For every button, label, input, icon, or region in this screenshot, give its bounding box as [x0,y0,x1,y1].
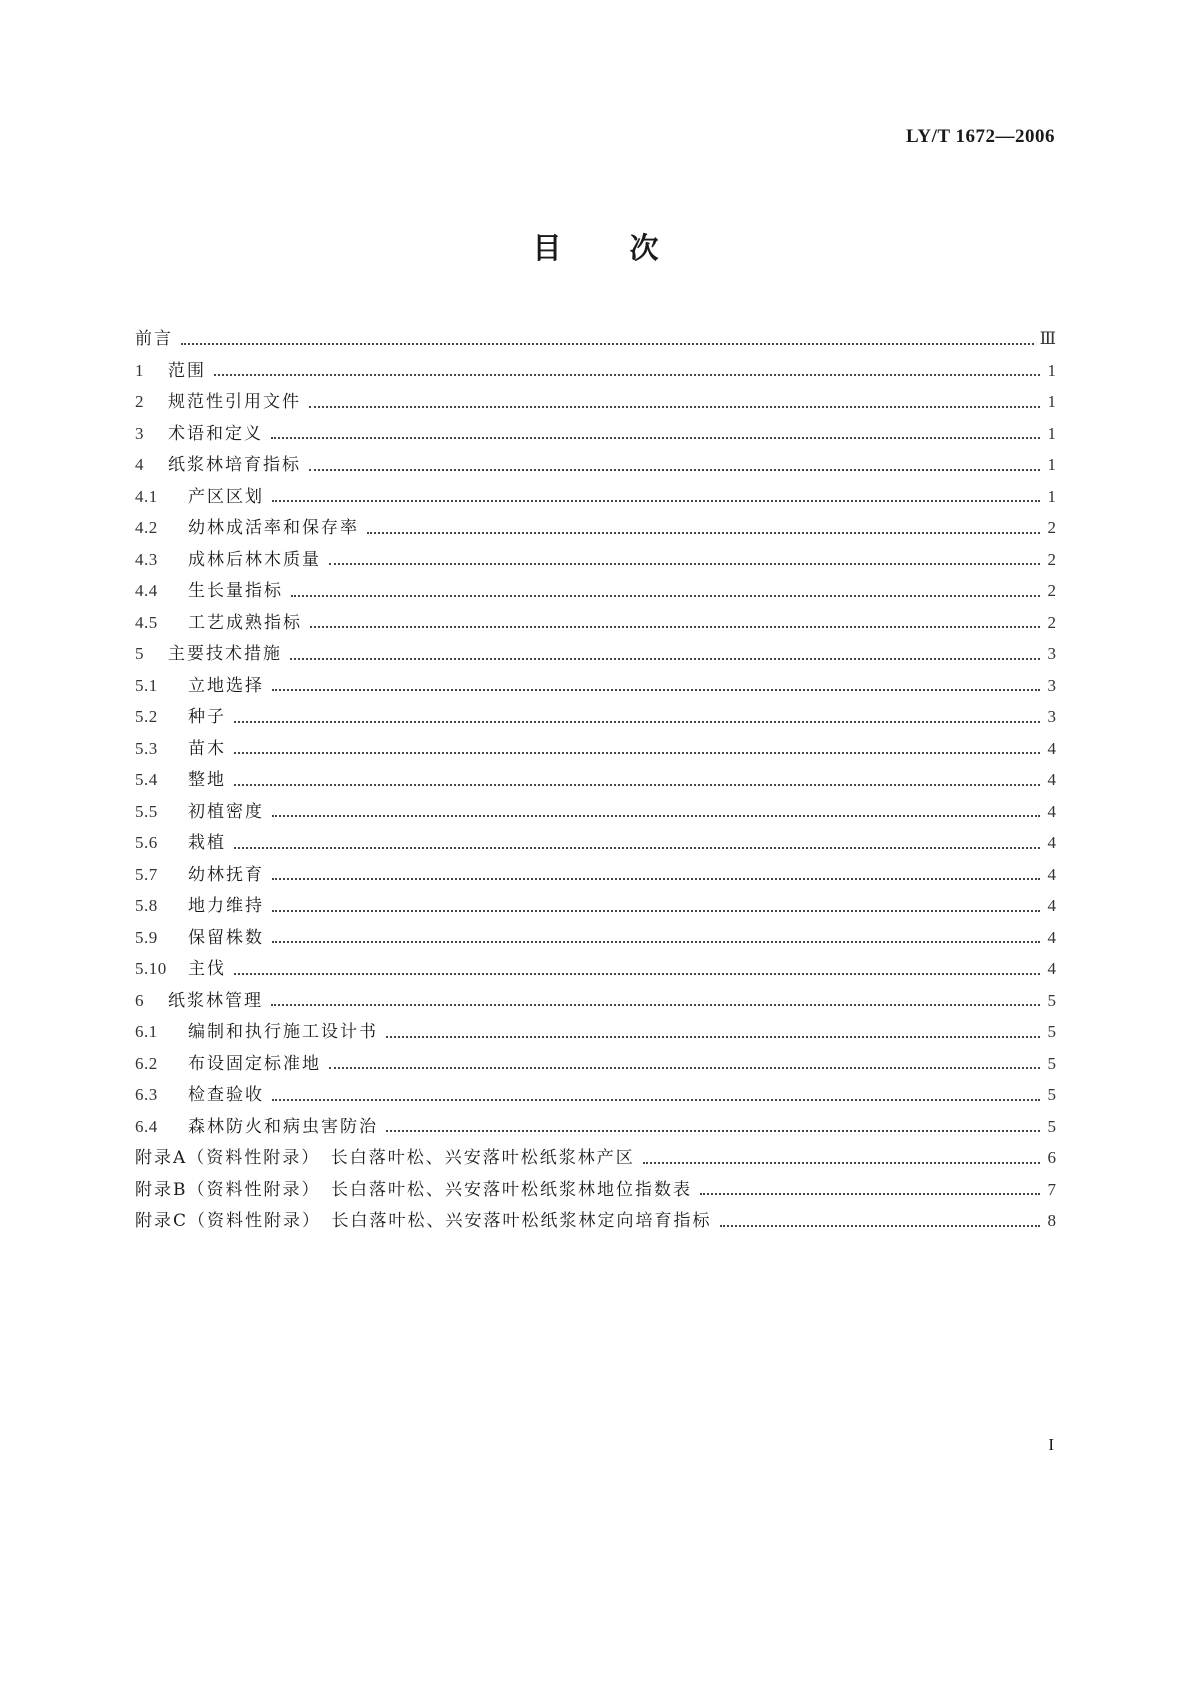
toc-entry-page: 4 [1047,864,1056,884]
toc-entry[interactable] [135,356,1056,388]
toc-leader-dots [700,1193,1040,1195]
toc-entry-label: 地力维持 [188,896,264,916]
toc-entry-number: 6.3 [135,1085,158,1104]
toc-entry-label: 布设固定标准地 [188,1053,321,1074]
toc-entry-page: 1 [1047,455,1056,474]
toc-leader-dots [234,752,1040,754]
toc-entry-label: 主要技术措施 [168,644,282,664]
toc-entry[interactable] [135,765,1056,797]
toc-entry-page: 5 [1047,1116,1056,1136]
toc-entry-number: 4.2 [135,518,158,537]
toc-leader-dots [272,689,1040,691]
toc-leader-dots [643,1162,1040,1164]
toc-entry-number: 4.4 [135,581,158,600]
toc-entry-page: 4 [1047,959,1056,978]
toc-leader-dots [290,658,1040,660]
toc-entry-label: 产区区划 [188,486,264,507]
toc-leader-dots [309,469,1040,471]
toc-leader-dots [329,563,1040,565]
toc-entry-label: 栽植 [188,833,226,853]
toc-entry-label: 附录C（资料性附录） 长白落叶松、兴安落叶松纸浆林定向培育指标 [135,1211,712,1231]
toc-entry-label: 森林防火和病虫害防治 [188,1116,378,1137]
toc-entry-label: 苗木 [188,738,226,759]
toc-entry-page: 5 [1047,1022,1056,1041]
toc-leader-dots [329,1067,1040,1069]
toc-entry-number: 5.1 [135,675,158,695]
toc-entry-number: 5.10 [135,959,167,978]
toc-entry-number: 5.8 [135,896,158,915]
toc-entry[interactable] [135,419,1056,451]
toc-entry[interactable] [135,545,1056,577]
toc-entry-number: 6.2 [135,1053,158,1073]
toc-entry-page: 2 [1047,581,1056,600]
toc-entry-page: 5 [1047,990,1056,1010]
toc-leader-dots [234,847,1040,849]
toc-entry-number: 6.4 [135,1116,158,1136]
toc-entry-page: 4 [1047,927,1056,947]
toc-entry-page: Ⅲ [1039,329,1056,348]
toc-entry-number: 4.5 [135,612,158,632]
toc-entry-page: 4 [1047,896,1056,915]
toc-entry-page: 7 [1047,1179,1056,1199]
toc-entry-label: 保留株数 [188,927,264,948]
toc-entry-number: 3 [135,423,144,443]
toc-entry-label: 术语和定义 [168,423,263,444]
toc-leader-dots [272,1099,1040,1101]
table-of-contents [135,324,1056,1238]
toc-entry-label: 幼林成活率和保存率 [188,518,359,538]
toc-entry[interactable] [135,1206,1056,1238]
toc-entry-label: 编制和执行施工设计书 [188,1022,378,1042]
toc-entry[interactable] [135,954,1056,986]
toc-entry[interactable] [135,671,1056,703]
toc-entry-number: 5.4 [135,770,158,789]
toc-entry-page: 3 [1047,675,1056,695]
toc-entry-number: 2 [135,392,144,411]
toc-leader-dots [386,1036,1040,1038]
toc-entry[interactable] [135,639,1056,671]
toc-entry-page: 5 [1047,1053,1056,1073]
toc-entry-page: 4 [1047,738,1056,758]
toc-entry[interactable] [135,797,1056,829]
toc-leader-dots [367,532,1040,534]
toc-entry-label: 工艺成熟指标 [188,612,302,633]
toc-entry-number: 6.1 [135,1022,158,1041]
toc-entry-number: 5.6 [135,833,158,852]
toc-entry-number: 5.7 [135,864,158,884]
toc-entry-number: 5.5 [135,801,158,821]
toc-entry-number: 5.9 [135,927,158,947]
toc-entry[interactable] [135,482,1056,514]
toc-leader-dots [310,626,1040,628]
toc-entry-number: 5 [135,644,144,663]
title-char-1: 目 [532,231,562,265]
toc-leader-dots [272,815,1040,817]
toc-entry[interactable] [135,986,1056,1018]
toc-entry[interactable] [135,324,1056,356]
toc-entry-page: 1 [1047,486,1056,506]
toc-entry-number: 5.2 [135,707,158,726]
toc-entry-page: 2 [1047,549,1056,569]
toc-entry-page: 4 [1047,770,1056,789]
toc-entry-label: 附录B（资料性附录） 长白落叶松、兴安落叶松纸浆林地位指数表 [135,1179,692,1200]
toc-entry[interactable] [135,1112,1056,1144]
toc-entry-label: 检查验收 [188,1085,264,1105]
toc-entry-label: 纸浆林管理 [168,990,263,1011]
toc-entry-label: 附录A（资料性附录） 长白落叶松、兴安落叶松纸浆林产区 [135,1148,635,1168]
toc-entry[interactable] [135,891,1056,923]
toc-entry-page: 4 [1047,801,1056,821]
toc-entry-label: 幼林抚育 [188,864,264,885]
toc-entry-number: 4.1 [135,486,158,506]
toc-entry-label: 前言 [135,329,173,349]
toc-entry-page: 2 [1047,518,1056,537]
toc-entry[interactable] [135,1143,1056,1175]
toc-entry-page: 6 [1047,1148,1056,1167]
toc-entry-page: 1 [1047,423,1056,443]
toc-leader-dots [214,374,1040,376]
toc-leader-dots [272,910,1040,912]
toc-leader-dots [291,595,1040,597]
toc-entry-number: 5.3 [135,738,158,758]
toc-entry-number: 6 [135,990,144,1010]
toc-leader-dots [272,941,1040,943]
toc-leader-dots [234,721,1040,723]
toc-entry-page: 5 [1047,1085,1056,1104]
page-title [0,226,1191,267]
toc-leader-dots [271,1004,1040,1006]
toc-entry[interactable] [135,608,1056,640]
toc-entry-page: 1 [1047,360,1056,380]
toc-leader-dots [181,343,1034,345]
toc-entry-label: 初植密度 [188,801,264,822]
toc-entry-page: 3 [1047,644,1056,663]
toc-entry-label: 生长量指标 [188,581,283,601]
toc-leader-dots [271,437,1040,439]
toc-entry[interactable] [135,576,1056,608]
title-char-2: 次 [629,231,659,265]
toc-entry[interactable] [135,1049,1056,1081]
toc-entry[interactable] [135,734,1056,766]
toc-entry[interactable] [135,702,1056,734]
toc-leader-dots [720,1225,1040,1227]
toc-entry-label: 整地 [188,770,226,790]
toc-entry-label: 范围 [168,360,206,381]
toc-leader-dots [272,878,1040,880]
toc-entry[interactable] [135,450,1056,482]
toc-entry-number: 1 [135,360,144,380]
toc-entry[interactable] [135,828,1056,860]
toc-entry-number: 4 [135,455,144,474]
toc-leader-dots [386,1130,1040,1132]
toc-entry-label: 种子 [188,707,226,727]
toc-entry-label: 规范性引用文件 [168,392,301,412]
toc-entry-label: 成林后林木质量 [188,549,321,570]
toc-leader-dots [309,406,1040,408]
toc-leader-dots [234,973,1040,975]
toc-leader-dots [272,500,1040,502]
toc-entry-page: 1 [1047,392,1056,411]
toc-entry-page: 2 [1047,612,1056,632]
toc-entry-page: 3 [1047,707,1056,726]
toc-entry[interactable] [135,513,1056,545]
page-number: I [1048,1435,1054,1454]
toc-entry[interactable] [135,1080,1056,1112]
toc-entry-page: 4 [1047,833,1056,852]
toc-entry[interactable] [135,1017,1056,1049]
toc-leader-dots [234,784,1040,786]
standard-code: LY/T 1672—2006 [905,126,1055,147]
toc-entry[interactable] [135,860,1056,892]
toc-entry-label: 主伐 [188,959,226,979]
toc-entry-label: 立地选择 [188,675,264,696]
toc-entry-number: 4.3 [135,549,158,569]
toc-entry[interactable] [135,1175,1056,1207]
toc-entry-label: 纸浆林培育指标 [168,455,301,475]
toc-entry-page: 8 [1047,1211,1056,1230]
toc-entry[interactable] [135,387,1056,419]
toc-entry[interactable] [135,923,1056,955]
